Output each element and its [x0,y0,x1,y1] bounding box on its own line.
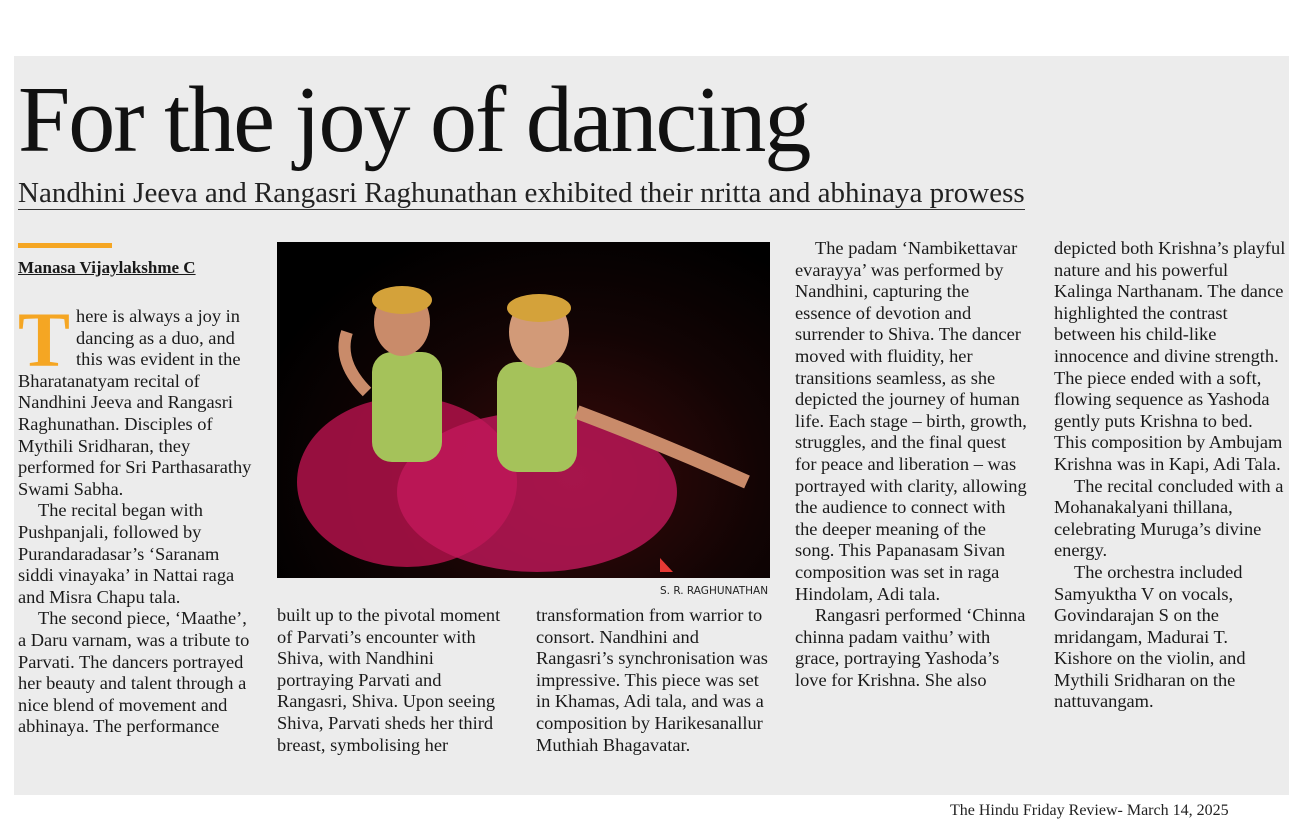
paragraph: depicted both Krishna’s playful nature and his powerful Kalinga Narthanam. The dance highlighted the contrast between his child-like innocence and divine strength. The piece ended with a soft, flowing sequence as Yashoda gently puts Krishna to bed. This composition by Ambujam Krishna was in Kapi, Adi Tala. [1054,238,1286,474]
paragraph: The padam ‘Nambikettavar evarayya’ was performed by Nandhini, capturing the essence of devotion and surrender to Shiva. The dancer moved with fluidity, her transitions seamless, as she depicted the journey of human life. Each stage – birth, growth, struggles, and the final quest for peace and liberation – was portrayed with clarity, allowing the audience to connect with the deeper meaning of the song. This Papanasam Sivan composition was set in raga Hindolam, Adi tala. [795,238,1027,604]
column-3 [536,605,772,756]
paragraph: The recital concluded with a Mohanakalyani thillana, celebrating Muruga’s divine energy. [1054,475,1284,561]
paragraph: transformation from warrior to consort. Nandhini and Rangasri’s synchronisation was impressive. This piece was set in Khamas, Adi tala, and was a composition by Harikesanallur Muthiah Bhagavatar. [536,605,768,755]
dancers-photo [277,242,770,578]
column-1 [18,296,252,738]
paragraph: The recital began with Pushpanjali, followed by Purandaradasar’s ‘Saranam siddi vinayaka’ in Nattai raga and Misra Chapu tala. [18,500,235,607]
photo-credit: S. R. RAGHUNATHAN [660,585,769,597]
byline: Manasa Vijaylakshme C [18,258,196,277]
accent-bar [18,243,112,248]
photo-illustration [277,242,770,578]
column-5 [1054,238,1286,713]
subheadline: Nandhini Jeeva and Rangasri Raghunathan exhibited their nritta and abhinaya prowess [18,177,1025,209]
paragraph: here is always a joy in dancing as a duo, and this was evident in the Bharatanatyam recital of Nandhini Jeeva and Rangasri Raghunathan. Disciples of Mythili Sridharan, they performed for Sri Parthasarathy Swami Sabha. [18,306,252,499]
paragraph: built up to the pivotal moment of Parvati’s encounter with Shiva, with Nandhini portraying Parvati and Rangasri, Shiva. Upon seeing Shiva, Parvati sheds her third breast, symbolising her [277,605,501,755]
paragraph: The second piece, ‘Maathe’, a Daru varnam, was a tribute to Parvati. The dancers portrayed her beauty and talent through a nice blend of movement and abhinaya. The performance [18,608,250,737]
paragraph: Rangasri performed ‘Chinna chinna padam vaithu’ with grace, portraying Yashoda’s love for Krishna. She also [795,605,1026,690]
column-2 [277,605,511,756]
headline: For the joy of dancing [18,68,810,172]
column-4 [795,238,1029,691]
source-footer: The Hindu Friday Review- March 14, 2025 [950,802,1229,819]
drop-cap: T [18,296,71,383]
paragraph: The orchestra included Samyuktha V on vocals, Govindarajan S on the mridangam, Madurai T. Kishore on the violin, and Mythili Sridharan on the nattuvangam. [1054,561,1246,712]
